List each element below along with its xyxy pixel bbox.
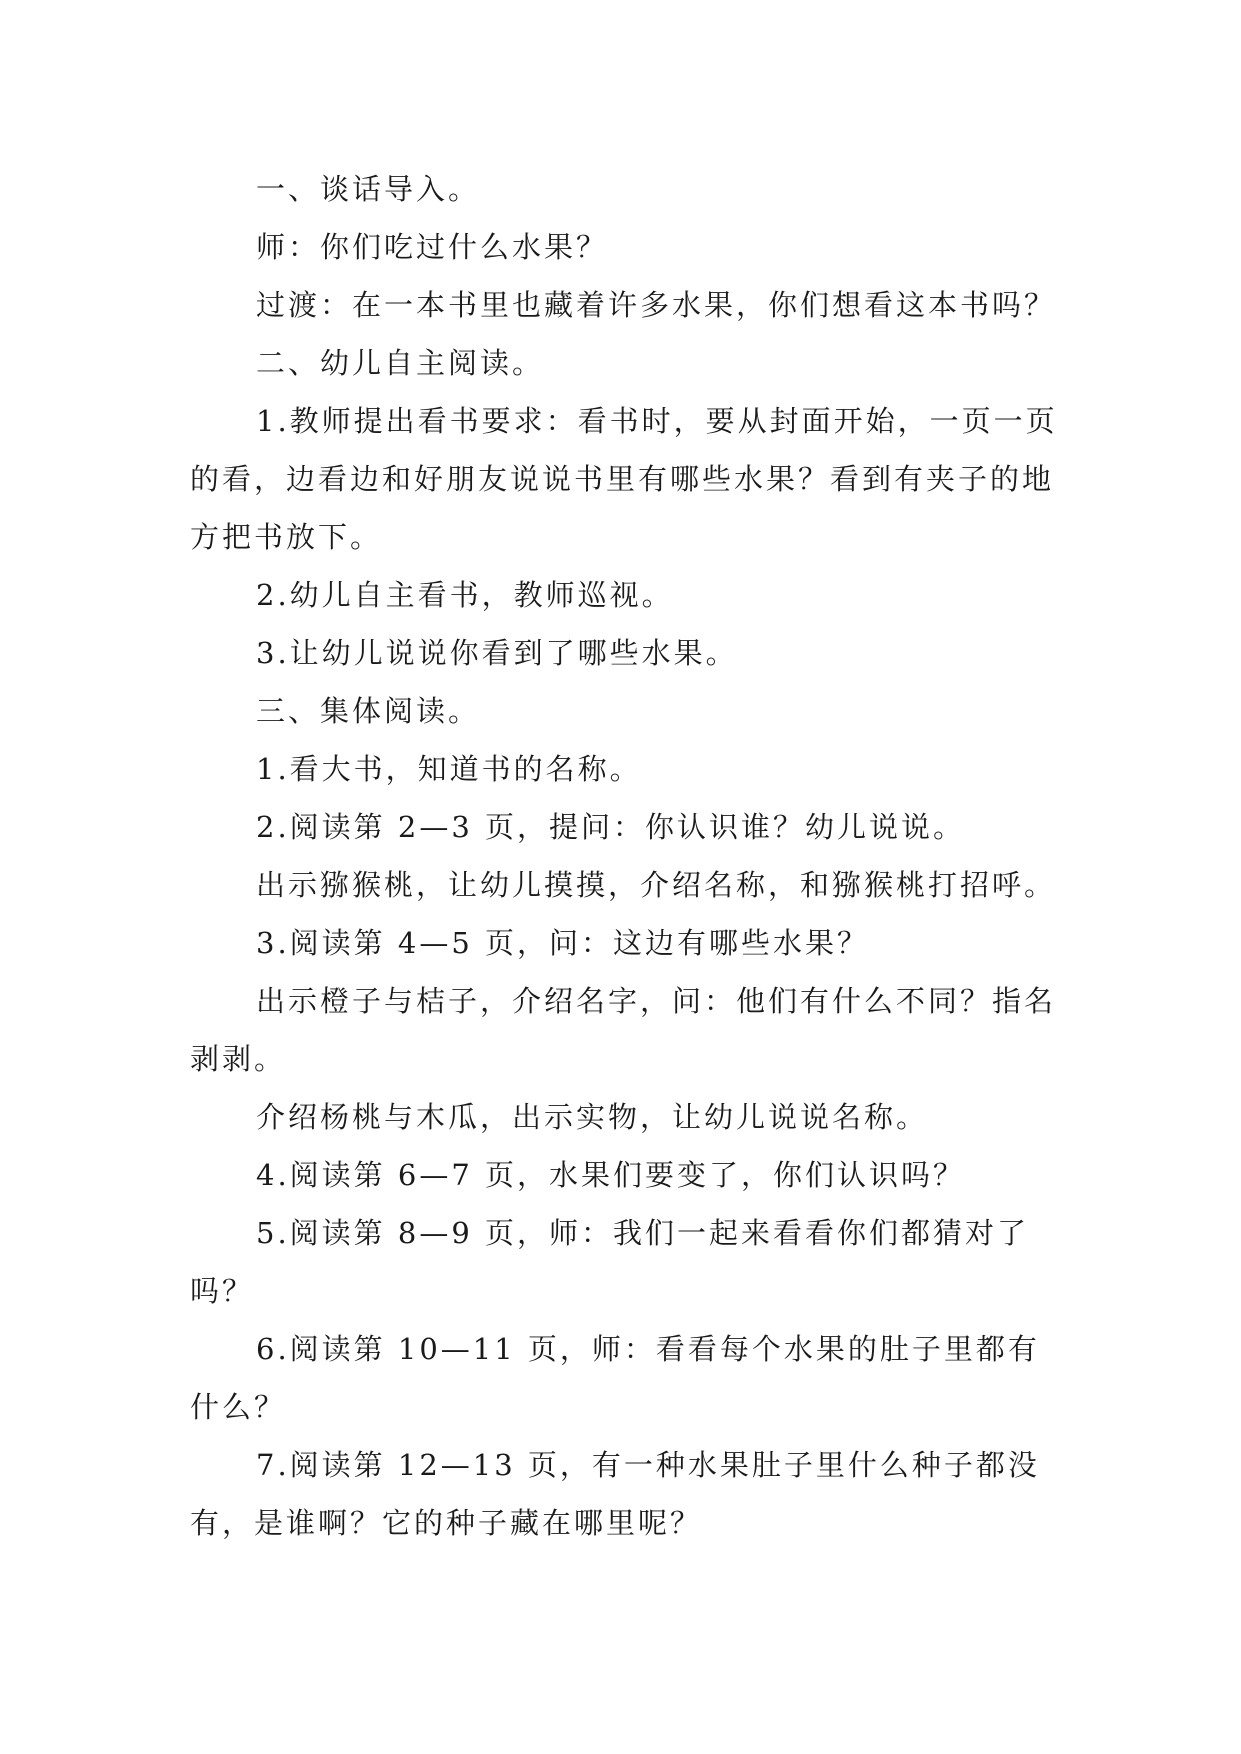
paragraph: 出示橙子与桔子，介绍名字，问：他们有什么不同？指名剥剥。 bbox=[190, 984, 1057, 1076]
paragraph: 1.教师提出看书要求：看书时，要从封面开始，一页一页的看，边看边和好朋友说说书里有哪些水果？看到有夹子的地方把书放下。 bbox=[190, 404, 1058, 554]
paragraph: 2.阅读第 2—3 页，提问：你认识谁？幼儿说说。 bbox=[256, 810, 966, 844]
paragraph: 4.阅读第 6—7 页，水果们要变了，你们认识吗？ bbox=[256, 1158, 966, 1192]
paragraph: 2.幼儿自主看书，教师巡视。 bbox=[256, 578, 674, 612]
section-heading-group-reading: 三、集体阅读。 bbox=[256, 694, 481, 728]
paragraph: 6.阅读第 10—11 页，师：看看每个水果的肚子里都有什么？ bbox=[190, 1332, 1040, 1424]
section-heading-self-reading: 二、幼儿自主阅读。 bbox=[256, 346, 545, 380]
paragraph: 3.阅读第 4—5 页，问：这边有哪些水果？ bbox=[256, 926, 870, 960]
paragraph: 3.让幼儿说说你看到了哪些水果。 bbox=[256, 636, 738, 670]
paragraph: 过渡：在一本书里也藏着许多水果，你们想看这本书吗？ bbox=[256, 288, 1057, 322]
paragraph: 介绍杨桃与木瓜，出示实物，让幼儿说说名称。 bbox=[256, 1100, 929, 1134]
paragraph: 师：你们吃过什么水果？ bbox=[256, 230, 609, 264]
paragraph: 7.阅读第 12—13 页，有一种水果肚子里什么种子都没有，是谁啊？它的种子藏在哪里呢？ bbox=[190, 1448, 1040, 1540]
paragraph: 出示猕猴桃，让幼儿摸摸，介绍名称，和猕猴桃打招呼。 bbox=[256, 868, 1057, 902]
paragraph: 1.看大书，知道书的名称。 bbox=[256, 752, 642, 786]
section-heading-intro: 一、谈话导入。 bbox=[256, 172, 481, 206]
document-body bbox=[190, 160, 1070, 1552]
paragraph: 5.阅读第 8—9 页，师：我们一起来看看你们都猜对了吗？ bbox=[190, 1216, 1030, 1308]
